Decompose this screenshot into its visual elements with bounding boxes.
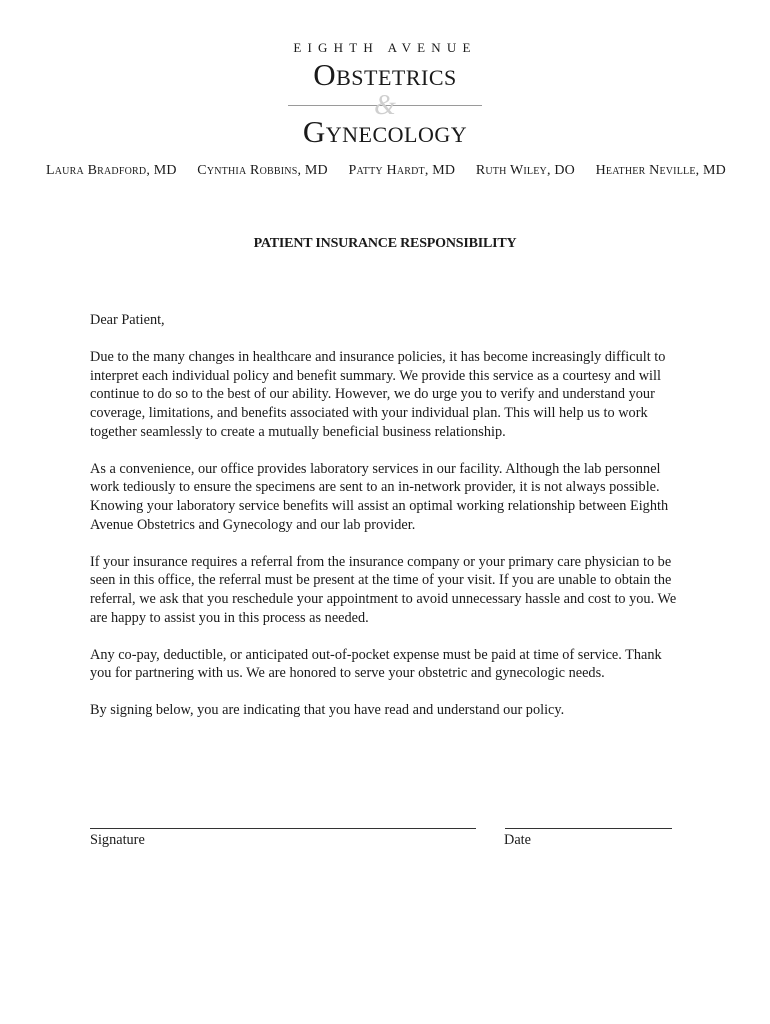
date-label: Date xyxy=(504,832,531,848)
paragraph: Due to the many changes in healthcare and insurance policies, it has become increasingly difficult to interpret each individual policy and benefit summary. We provide this service as a courtesy and will continue to do so to the best of our ability. However, we do urge you to verify and understand your coverage, limitations, and benefits associated with your individual plan. This will help us to work together seamlessly to create a mutually beneficial business relationship. xyxy=(90,349,666,440)
signature-line[interactable] xyxy=(90,828,476,829)
paragraph: As a convenience, our office provides laboratory services in our facility. Although the lab personnel work tediously to ensure the specimens are sent to an in-network provider, it is not always possible. Knowing your laboratory service benefits will assist an optimal working relationship between Eighth Avenue Obstetrics and Gynecology and our lab provider. xyxy=(90,460,669,533)
document-title: PATIENT INSURANCE RESPONSIBILITY xyxy=(253,236,517,251)
physician-name: Cynthia Robbins, MD xyxy=(197,163,328,178)
paragraph: By signing below, you are indicating that you have read and understand our policy. xyxy=(90,702,565,719)
physician-list xyxy=(46,163,726,179)
physician-name: Heather Neville, MD xyxy=(595,163,726,178)
physician-name: Patty Hardt, MD xyxy=(348,163,456,178)
signature-label: Signature xyxy=(90,832,145,848)
physician-name: Laura Bradford, MD xyxy=(46,163,177,178)
salutation: Dear Patient, xyxy=(90,312,165,328)
letter-body xyxy=(90,311,682,739)
logo-line-gynecology: Gynecology xyxy=(302,114,468,149)
paragraph: If your insurance requires a referral from the insurance company or your primary care physician to be seen in this office, the referral must be present at the time of your visit. If you are unable to obtain the referral, we ask that you reschedule your appointment to avoid unnecessary hassle and cost to you. We are happy to assist you in this process as needed. xyxy=(90,553,677,626)
date-line[interactable] xyxy=(505,828,672,829)
practice-logo xyxy=(280,38,490,148)
logo-ampersand-row xyxy=(280,90,490,121)
logo-line-eighth-avenue: EIGHTH AVENUE xyxy=(293,40,477,55)
paragraph: Any co-pay, deductible, or anticipated out-of-pocket expense must be paid at time of service. Thank you for partnering with us. We are honored to serve your obstetric and gynecologic needs. xyxy=(90,646,662,682)
logo-ampersand: & xyxy=(374,90,396,121)
physician-name: Ruth Wiley, DO xyxy=(475,163,575,178)
logo-line-obstetrics: Obstetrics xyxy=(313,57,457,92)
